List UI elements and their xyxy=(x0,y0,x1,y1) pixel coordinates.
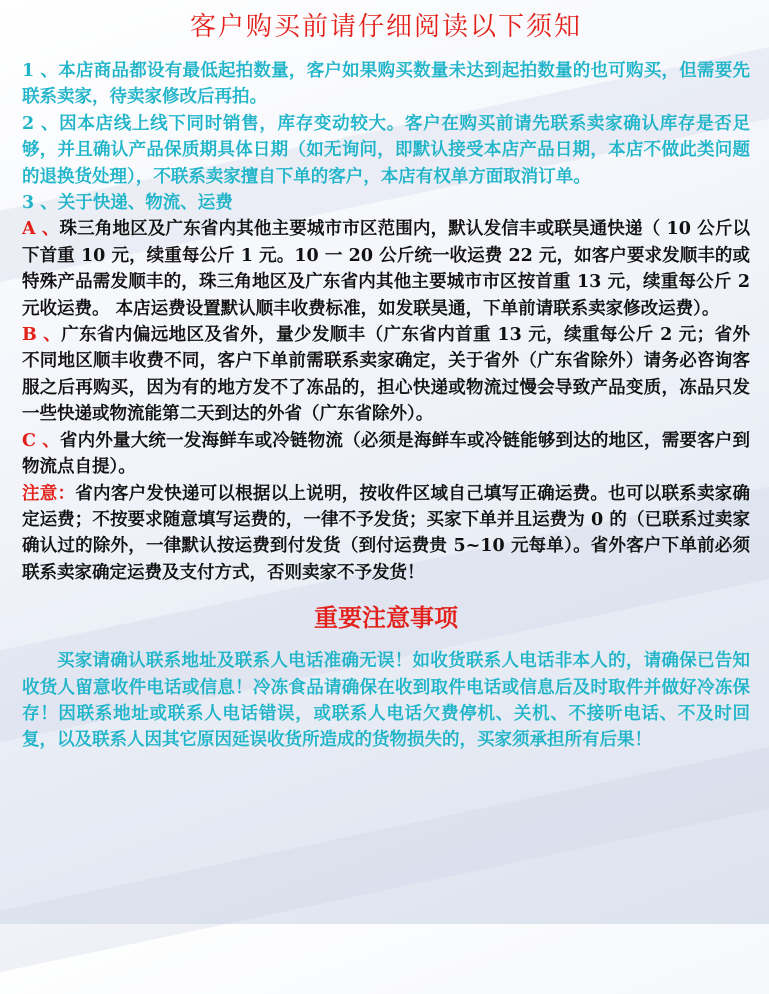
shipping-option-c xyxy=(22,428,750,481)
important-heading: 重要注意事项 xyxy=(314,603,458,633)
notice-label: 注意： xyxy=(22,483,76,504)
shipping-option-a xyxy=(22,216,750,322)
shipping-option-b xyxy=(22,322,750,428)
notice-item-2: 2 、因本店线上线下同时销售，库存变动较大。客户在购买前请先联系卖家确认库存是否足够，并且确认产品保质期具体日期（如无询问，即默认接受本店产品日期，本店不做此类问题的退换货处理），不联系卖家擅自下单的客户，本店有权单方面取消订单。 xyxy=(22,113,750,187)
important-text: 买家请确认联系地址及联系人电话准确无误！如收货联系人电话非本人的，请确保已告知收货人留意收件电话或信息！冷冻食品请确保在收到取件电话或信息后及时取件并做好冷冻保存！因联系地址或联系人电话错误，或联系人电话欠费停机、关机、不接听电话、不及时回复，以及联系人因其它原因延误收货所造成的货物损失的，买家须承担所有后果！ xyxy=(22,651,750,751)
shipping-option-a-mark: A 、 xyxy=(22,219,60,240)
shipping-option-b-text: 广东省内偏远地区及省外，量少发顺丰（广东省内首重 13 元，续重每公斤 2 元；省外不同地区顺丰收费不同，客户下单前需联系卖家确定，关于省外（广东省除外）请务必咨询客服之后再购买，因为有的地方发不了冻品的，担心快递或物流过慢会导致产品变质，冻品只发一些快递或物流能第二天到达的外省（广东省除外）。 xyxy=(22,325,750,425)
shipping-option-a-text: 珠三角地区及广东省内其他主要城市市区范围内，默认发信丰或联昊通快递（ 10 公斤以下首重 10 元，续重每公斤 1 元。10 一 20 公斤统一收运费 22 元，如客户要求发顺丰的或特殊产品需发顺丰的，珠三角地区及广东省内其他主要城市市区按首重 13 元，续重每公斤 2 元收运费。 本店运费设置默认顺丰收费标准，如发联昊通，下单前请联系卖家修改运费）。 xyxy=(22,219,750,319)
notice-item-1: 1 、本店商品都设有最低起拍数量，客户如果购买数量未达到起拍数量的也可购买，但需要先联系卖家，待卖家修改后再拍。 xyxy=(22,61,750,108)
notice-text: 省内客户发快递可以根据以上说明，按收件区域自己填写正确运费。也可以联系卖家确定运费；不按要求随意填写运费的，一律不予发货；买家下单并且运费为 0 的（已联系过卖家确认过的除外，一律默认按运费到付发货（到付运费贵 5~10 元每单）。省外客户下单前必须联系卖家确定运费及支付方式，否则卖家不予发货！ xyxy=(22,483,751,583)
notice-paragraph xyxy=(22,481,750,587)
shipping-option-c-text: 省内外量大统一发海鲜车或冷链物流（必须是海鲜车或冷链能够到达的地区，需要客户到物流点自提）。 xyxy=(22,430,750,478)
notice-document xyxy=(22,10,750,754)
shipping-option-b-mark: B 、 xyxy=(22,325,62,346)
page-title: 客户购买前请仔细阅读以下须知 xyxy=(189,12,582,42)
shipping-option-c-mark: C 、 xyxy=(22,430,60,451)
notice-item-3: 3 、关于快递、物流、运费 xyxy=(22,193,233,214)
